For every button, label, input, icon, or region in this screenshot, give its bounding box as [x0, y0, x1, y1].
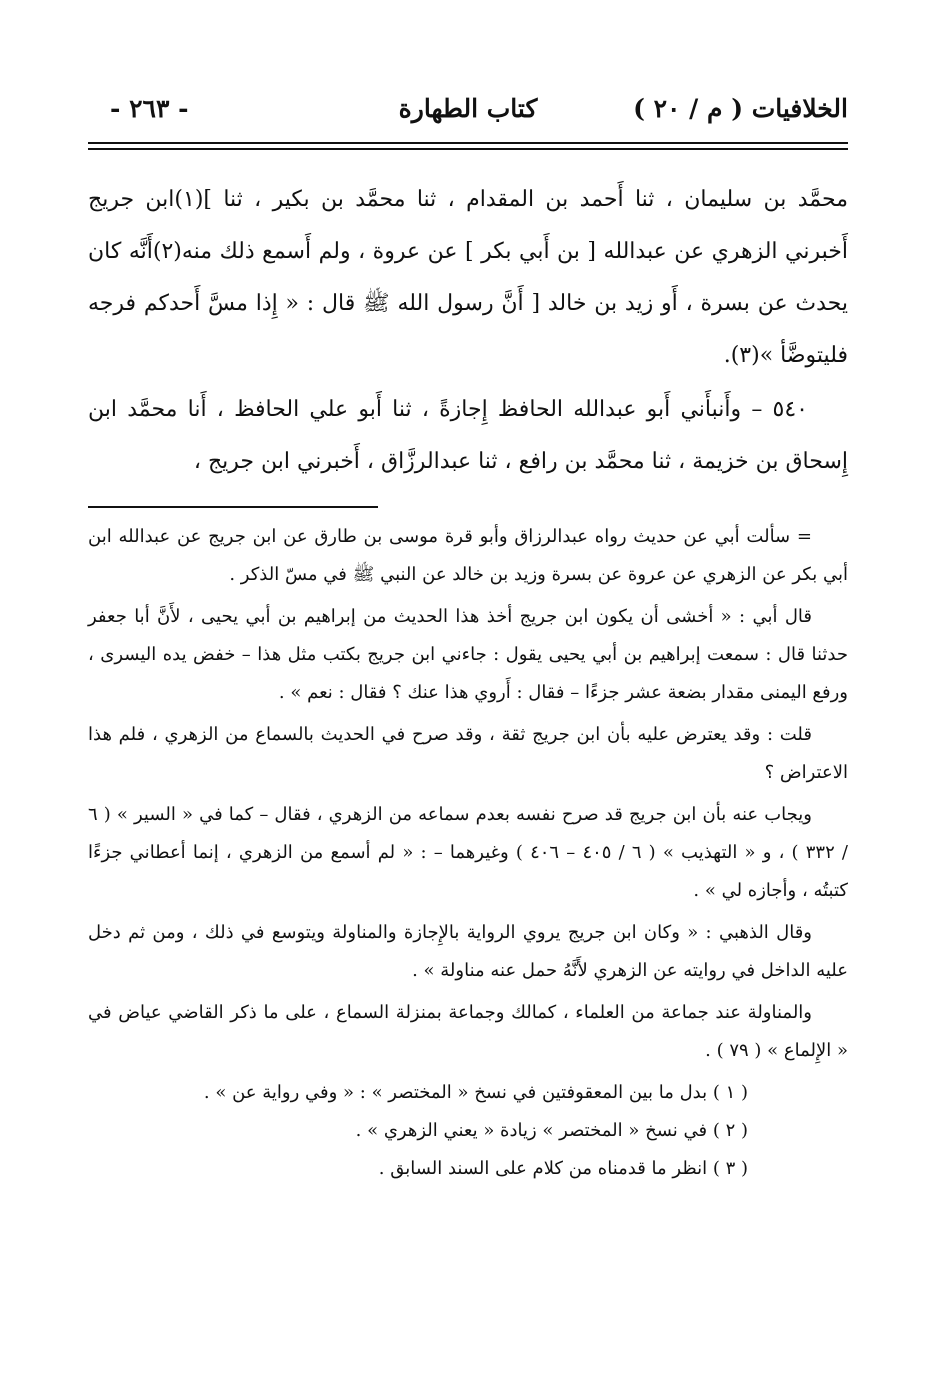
header-rule: [88, 142, 848, 144]
footnote-paragraph: = سألت أبي عن حديث رواه عبدالرزاق وأبو قرة موسى بن طارق عن ابن جريج عن عبدالله ابن أبي بكر عن الزهري عن عروة عن بسرة وزيد بن خالد عن النبي ﷺ في مسّ الذكر .: [88, 526, 848, 585]
book-page: [88, 86, 848, 1366]
footnote-item: ( ٢ ) في نسخ « المختصر » زيادة « يعني الزهري » .: [355, 1120, 748, 1141]
footnote-paragraph: قال أبي : « أخشى أن يكون ابن جريج أخذ هذا الحديث من إبراهيم بن أبي يحيى ، لأَنَّ أبا جعفر حدثنا قال : سمعت إبراهيم بن أبي يحيى يقول : جاءني ابن جريج بكتب مثل هذا – خفض يده اليسرى ، ورفع اليمنى مقدار بضعة عشر جزءًا – فقال : أَروي هذا عنك ؟ فقال : نعم » .: [88, 606, 848, 703]
section-title: كتاب الطهارة: [398, 94, 538, 123]
footnote-item: ( ٣ ) انظر ما قدمناه من كلام على السند السابق .: [378, 1158, 748, 1179]
main-paragraph: محمَّد بن سليمان ، ثنا أَحمد بن المقدام ، ثنا محمَّد بن بكير ، ثنا ](١)ابن جريج أَخبرني الزهري عن عبدالله [ بن أَبي بكر ] عن عروة ، ولم أَسمع ذلك منه(٢)أَنَّه كان يحدث عن بسرة ، أَو زيد بن خالد [ أَنَّ رسول الله ﷺ قال : « إِذا مسَّ أَحدكم فرجه فليتوضَّأ »(٣).: [88, 187, 848, 368]
book-title: الخلافيات ( م / ٢٠ ): [633, 94, 848, 123]
main-paragraph: ٥٤٠ – وأَنبأَني أَبو عبدالله الحافظ إِجازةً ، ثنا أَبو علي الحافظ ، أَنا محمَّد ابن إِسحاق بن خزيمة ، ثنا محمَّد بن رافع ، ثنا عبدالرزَّاق ، أَخبرني ابن جريج ،: [88, 397, 848, 474]
footnote-paragraph: قلت : وقد يعترض عليه بأن ابن جريج ثقة ، وقد صرح في الحديث بالسماع من الزهري ، فلم هذا الاعتراض ؟: [88, 724, 848, 783]
footnote-item: ( ١ ) بدل ما بين المعقوفتين في نسخ « المختصر » : « وفي رواية عن » .: [203, 1082, 748, 1103]
footnote-paragraph: ويجاب عنه بأن ابن جريج قد صرح نفسه بعدم سماعه من الزهري ، فقال – كما في « السير » ( ٦ / ٣٣٢ ) ، و « التهذيب » ( ٦ / ٤٠٥ – ٤٠٦ ) وغيرهما – : « لم أسمع من الزهري ، إنما أعطاني جزءًا كتبتُه ، وأجازه لي » .: [88, 804, 848, 901]
header-rule-second: [88, 148, 848, 150]
footnote-separator: [88, 506, 378, 508]
running-header: [88, 86, 848, 136]
footnote-paragraph: وقال الذهبي : « وكان ابن جريج يروي الرواية بالإِجازة والمناولة ويتوسع في ذلك ، ومن ثم دخل عليه الداخل في روايته عن الزهري لأَنَّهُ حمل عنه مناولة » .: [88, 922, 848, 981]
footnotes: [88, 518, 848, 1188]
page-number: - ٢٦٣ -: [110, 94, 189, 123]
footnote-paragraph: والمناولة عند جماعة من العلماء ، كمالك وجماعة بمنزلة السماع ، على ما ذكر القاضي عياض في « الإِلماع » ( ٧٩ ) .: [88, 1002, 848, 1061]
main-text: [88, 174, 848, 488]
